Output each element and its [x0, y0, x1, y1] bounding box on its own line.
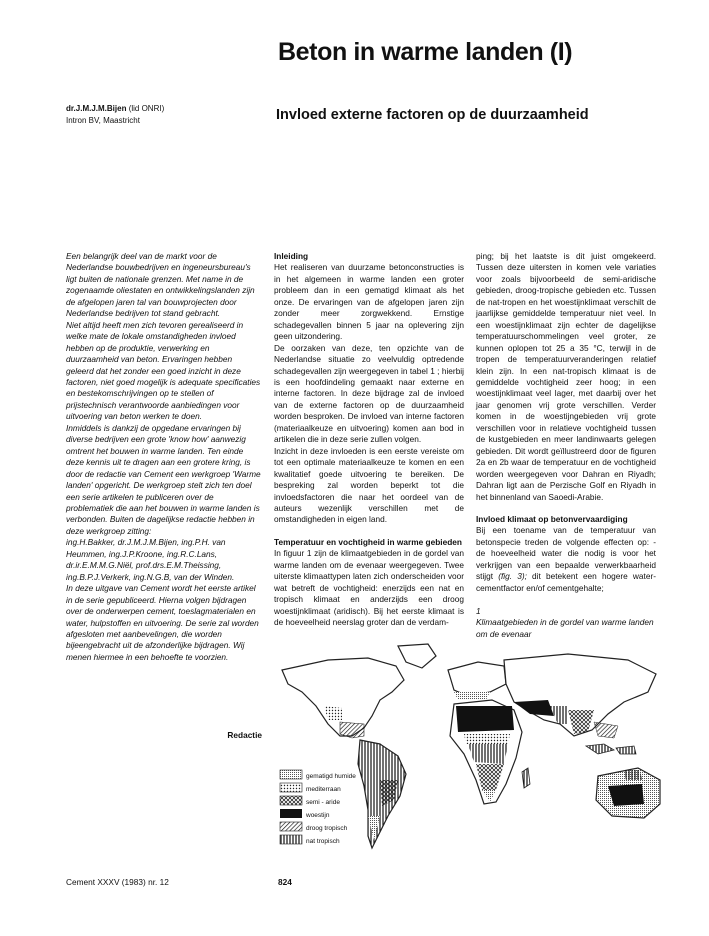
text-run: dit betekent een hogere water-cementfactor en/of cementgehalte;: [476, 571, 656, 593]
legend-label: droog tropisch: [306, 825, 348, 832]
author-affiliation: Intron BV, Maastricht: [66, 116, 140, 125]
author-line: [66, 103, 164, 115]
legend-label: nat tropisch: [306, 838, 340, 845]
legend-swatch: [280, 783, 302, 792]
legend-label: mediterraan: [306, 786, 341, 793]
body-paragraph: De oorzaken van deze, ten opzichte van de Nederlandse situatie zo veelvuldig optredende schadegevallen zijn weergegeven in tabel 1 ; hierbij is een hoofdindeling gemaakt naar externe en interne factoren. In deze bijdrage zal de invloed van de externe factoren op de duurzaamheid worden besproken. De invloed van interne factoren (materiaalkeuze en uitvoering) komen aan bod in artikelen die in deze serie zullen volgen.: [274, 342, 464, 445]
author-block: [66, 103, 164, 127]
body-paragraph: In figuur 1 zijn de klimaatgebieden in de gordel van warme landen om de evenaar weergegeven. Twee uiterste klimaattypen laten zich onderscheiden voor wat betreft de vochtigheid: enerzijds een nat en tropisch klimaat en anderzijds een droog woestijnklimaat (aridisch). Bij het eerste klimaat is de hoeveelheid neerslag groter dan de verdam-: [274, 548, 464, 628]
body-paragraph: Inzicht in deze invloeden is een eerste vereiste om tot een optimale materiaalkeuze te komen en een kwalitatief goede uitvoering te bereiken. De bespreking zal worden beperkt tot die invloedsfactoren die naar het oordeel van de auteurs wezenlijk verschillen met de omstandigheden in eigen land.: [274, 445, 464, 525]
body-paragraph: ping; bij het laatste is dit juist omgekeerd. Tussen deze uitersten in komen vele variaties voor zoals bijvoorbeeld de semi-aridische gebieden, droog-tropische gebieden etc. Tussen de nat-tropen en het woestijnklimaat verschilt de jaarlijkse gemiddelde temperatuur niet veel. In een woestijnklimaat zijn echter de dagelijkse temperatuurschommelingen veel groter, ze kunnen oplopen tot 25 a 35 °C, terwijl in de tropen de temperatuurveranderingen relatief klein zijn. In een nat-tropisch klimaat is de gemiddelde vochtigheid zeer hoog; in een woestijnklimaat veel lager, met daarbij over het jaar genomen vrij grote verschillen. Verder komen in de woestijngebieden vrij grote verschillen voor in relatieve vochtigheid tussen de kustgebieden en meer landinwaarts gelegen gebieden. Dit wordt geïllustreerd door de figuren 2a en 2b waar de temperatuur en de vochtigheid worden weergegeven voor Dahran en Riyadh; Dahran ligt aan de Perzische Golf en Riyadh in het binnenland van Saoedi-Arabie.: [476, 251, 656, 502]
author-name: dr.J.M.J.M.Bijen: [66, 104, 127, 113]
map-legend: [280, 770, 356, 845]
legend-swatch: [280, 809, 302, 818]
legend-swatch: [280, 796, 302, 805]
figure-caption-text: Klimaatgebieden in de gordel van warme landen om de evenaar: [476, 617, 654, 639]
body-paragraph: [476, 525, 656, 594]
body-paragraph: Het realiseren van duurzame betonconstructies is in het algemeen in warme landen een groter probleem dan in een gematigd klimaat als het onze. De ervaringen van de afgelopen jaren zijn zonder meer zorgwekkend. Ernstige schadegevallen binnen 5 jaar na oplevering zijn geen uitzondering.: [274, 262, 464, 342]
figure-number: 1: [476, 606, 481, 616]
body-column-3: [476, 251, 656, 594]
section-heading-temperatuur: Temperatuur en vochtigheid in warme gebieden: [274, 536, 462, 547]
climate-world-map: [268, 640, 668, 870]
legend-swatch: [280, 770, 302, 779]
author-suffix: (lid ONRI): [126, 104, 165, 113]
legend-swatch: [280, 835, 302, 844]
intro-paragraph: In deze uitgave van Cement wordt het eerste artikel in de serie gepubliceerd. Hierna volgen bijdragen over de onderwerpen cement, toeslagmaterialen en water, hulpstoffen en uitvoering. De serie zal worden afgesloten met aanbevelingen, die worden bijeengebracht uit de afzonderlijke bijdragen. Wij menen hiermee in een behoefte te voorzien.: [66, 583, 259, 662]
text-run: Bij een toename van de temperatuur van betonspecie treden de volgende effecten op: - de hoeveelheid water die nodig is voor het verkrijgen van een bepaalde verwerkbaarheid stijgt: [476, 525, 656, 582]
editorial-signature: Redactie: [227, 730, 262, 740]
section-heading-klimaat: Invloed klimaat op betonvervaardiging: [476, 513, 628, 524]
intro-paragraph: Niet altijd heeft men zich tevoren gerealiseerd in welke mate de lokale omstandigheden invloed hebben op de produktie, verwerking en duurzaamheid van beton. Ervaringen hebben geleerd dat het zonder een goed inzicht in deze factoren, niet goed mogelijk is adequate specificaties en bestekomschrijvingen op te stellen of prijstechnisch verantwoorde aanbiedingen voor uitvoering van beton werken te doen.: [66, 319, 261, 422]
figure-reference: (fig. 3);: [498, 571, 527, 582]
article-title: Beton in warme landen (I): [278, 38, 573, 66]
intro-paragraph: ing.H.Bakker, dr.J.M.J.M.Bijen, ing.P.H. van Heummen, ing.J.P.Kroone, ing.R.C.Lans, dr.ir.E.M.M.G.Niël, prof.drs.E.M.Theissing, ing.B.P.J.Verkerk, ing.N.G.B, van der Winden.: [66, 537, 235, 582]
page-number: 824: [278, 877, 292, 887]
body-column-2: [274, 251, 464, 629]
editorial-intro: [66, 251, 262, 663]
europe: [448, 662, 506, 696]
article-subtitle: Invloed externe factoren op de duurzaamheid: [276, 107, 589, 123]
figure-caption: [476, 606, 656, 640]
intro-paragraph: Een belangrijk deel van de markt voor de Nederlandse bouwbedrijven en ingeneursbureau's ligt buiten de nationale grenzen. Met name in de zogenaamde oliestaten en ontwikkelingslanden zijn de afgelopen jaren tal van bouwprojecten door Nederlandse bedrijven tot stand gebracht.: [66, 251, 255, 319]
legend-swatch: [280, 822, 302, 831]
legend-label: semi - aride: [306, 799, 340, 806]
intro-paragraph: Inmiddels is dankzij de opgedane ervaringen bij diverse bedrijven een grote 'know how' aanwezig omtrent het bouwen in warme landen. Ten einde deze kennis uit te dragen aan een grotere kring, is door de redactie van Cement een werkgroep 'Warme landen' opgericht. De werkgroep stelt zich ten doel een serie artikelen te publiceren over de problematiek die aan het bouwen in warme landen is verbonden. Buiten de dagelijkse redactie hebben in deze werkgroep zitting:: [66, 422, 261, 536]
legend-label: gematigd humide: [306, 773, 356, 780]
journal-footer: Cement XXXV (1983) nr. 12: [66, 877, 169, 887]
section-heading-inleiding: Inleiding: [274, 251, 309, 261]
legend-label: woestijn: [306, 812, 330, 819]
